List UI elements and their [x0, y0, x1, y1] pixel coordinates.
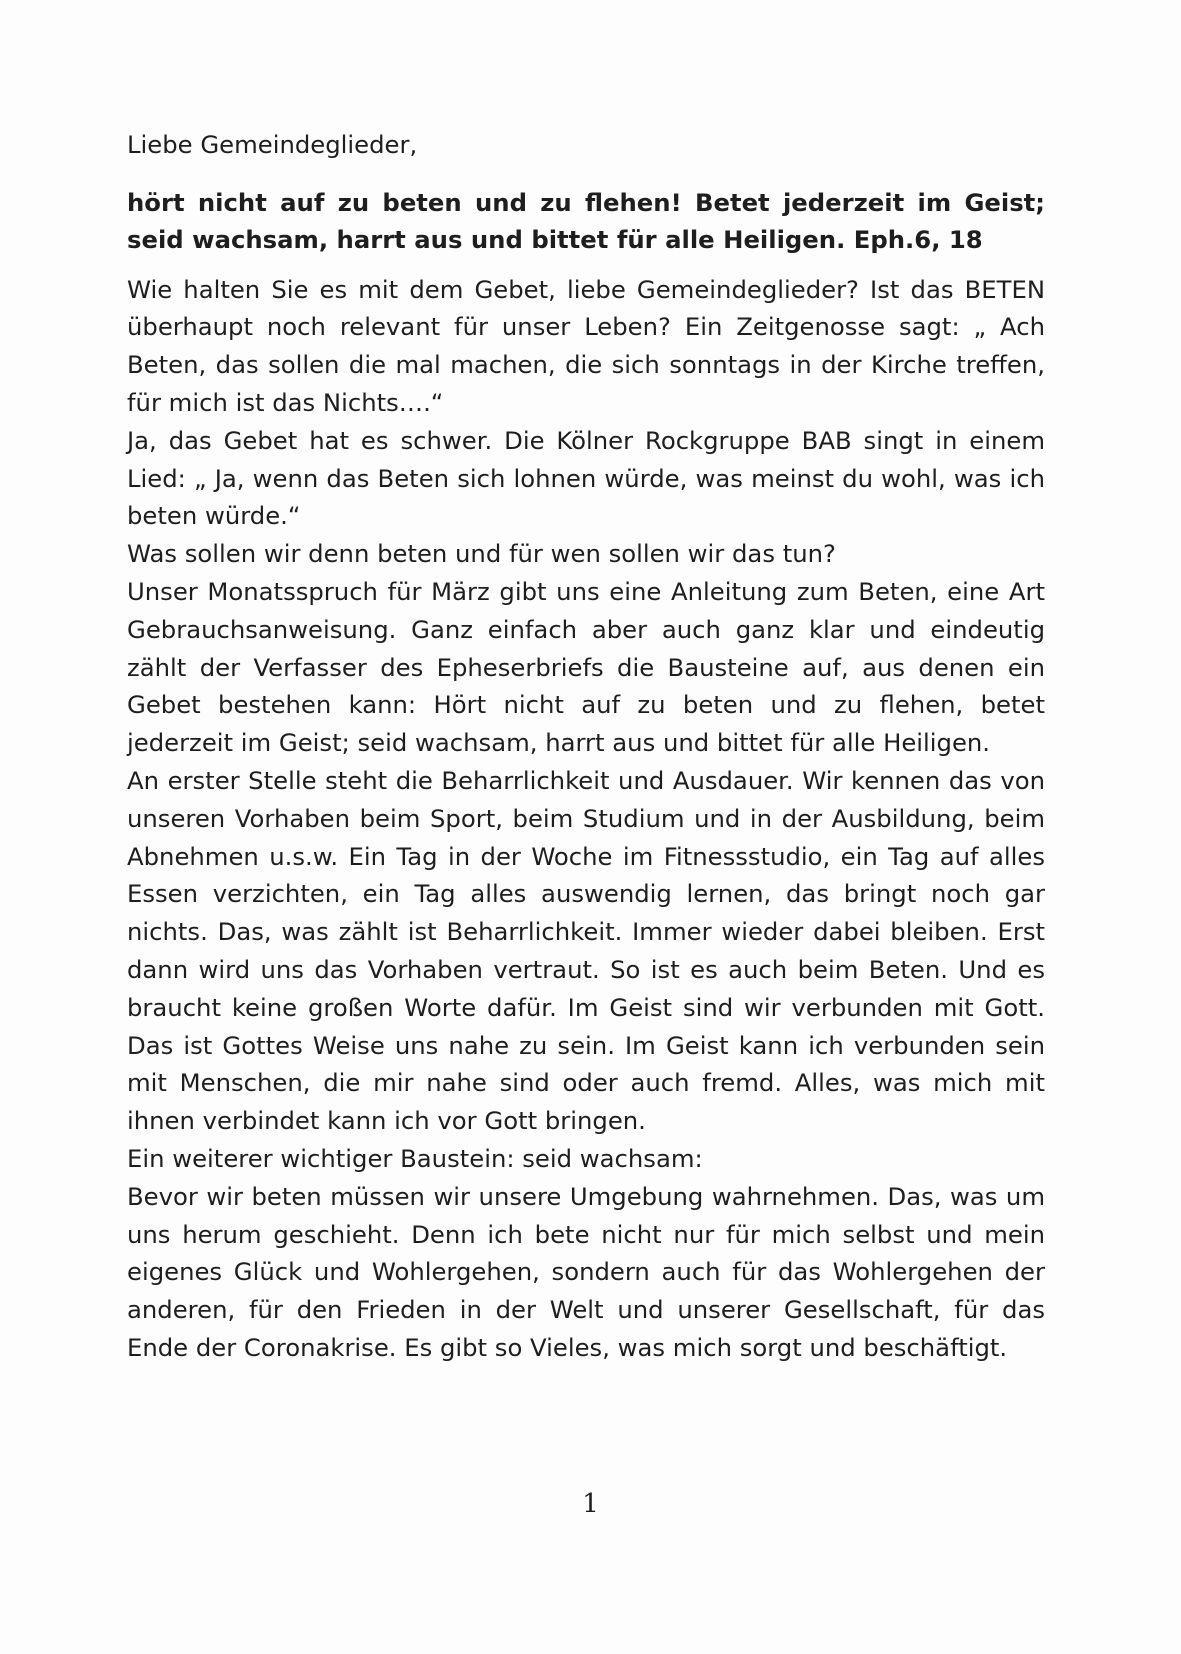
salutation: Liebe Gemeindeglieder, [127, 130, 418, 159]
monthly-verse: hört nicht auf zu beten und zu flehen! Betet jederzeit im Geist; seid wachsam, harrt aus und bittet für alle Heiligen. Eph.6, 18 [127, 187, 1045, 255]
paragraph-rock-band: Ja, das Gebet hat es schwer. Die Kölner Rockgruppe BAB singt in einem Lied: „ Ja, wenn das Beten sich lohnen würde, was meinst du wohl, was ich beten würde.“ [127, 425, 1045, 531]
paragraph-prayer-question: Wie halten Sie es mit dem Gebet, liebe Gemeindeglieder? Ist das BETEN überhaupt noch relevant für unser Leben? Ein Zeitgenosse sagt: „ Ach Beten, das sollen die mal machen, die sich sonntags in der Kirche treffen, für mich ist das Nichts….“ [127, 274, 1045, 417]
paragraph-what-to-pray: Was sollen wir denn beten und für wen sollen wir das tun? [127, 539, 836, 569]
paragraph-perseverance: An erster Stelle steht die Beharrlichkeit und Ausdauer. Wir kennen das von unseren Vorhaben beim Sport, beim Studium und in der Ausbildung, beim Abnehmen u.s.w. Ein Tag in der Woche im Fitnessstudio, ein Tag auf alles Essen verzichten, ein Tag alles auswendig lernen, das bringt noch gar nichts. Das, was zählt ist Beharrlichkeit. Immer wieder dabei bleiben. Erst dann wird uns das Vorhaben vertraut. So ist es auch beim Beten. Und es braucht keine großen Worte dafür. Im Geist sind wir verbunden mit Gott. Das ist Gottes Weise uns nahe zu sein. Im Geist kann ich verbunden sein mit Menschen, die mir nahe sind oder auch fremd. Alles, was mich mit ihnen verbindet kann ich vor Gott bringen. [127, 765, 1045, 1136]
letter-body [127, 126, 1045, 1367]
paragraph-surroundings: Bevor wir beten müssen wir unsere Umgebung wahrnehmen. Das, was um uns herum geschieht. Denn ich bete nicht nur für mich selbst und mein eigenes Glück und Wohlergehen, sondern auch für das Wohlergehen der anderen, für den Frieden in der Welt und unserer Gesellschaft, für das Ende der Coronakrise. Es gibt so Vieles, was mich sorgt und beschäftigt. [127, 1181, 1045, 1362]
paragraph-monthly-verse: Unser Monatsspruch für März gibt uns eine Anleitung zum Beten, eine Art Gebrauchsanweisung. Ganz einfach aber auch ganz klar und eindeutig zählt der Verfasser des Epheserbriefs die Bausteine auf, aus denen ein Gebet bestehen kann: Hört nicht auf zu beten und zu flehen, betet jederzeit im Geist; seid wachsam, harrt aus und bittet für alle Heiligen. [127, 576, 1045, 758]
paragraph-be-watchful: Ein weiterer wichtiger Baustein: seid wachsam: [127, 1143, 703, 1173]
page-number: 1 [582, 1489, 599, 1519]
